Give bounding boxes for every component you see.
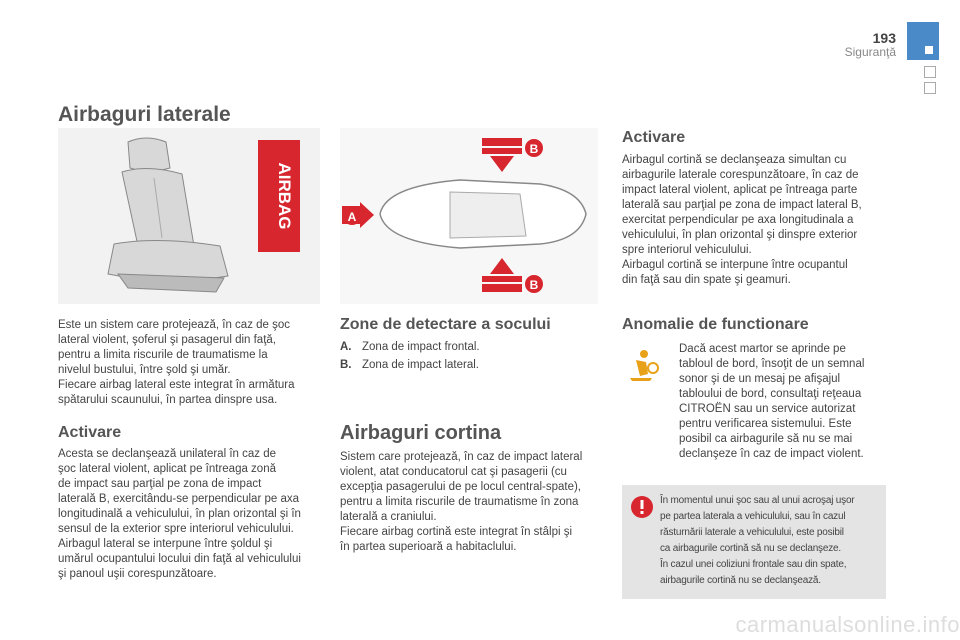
zone-item-b: [340, 356, 600, 374]
seat-illustration: [58, 128, 320, 304]
warning-line: În cazul unei coliziuni frontale sau din spate,: [660, 559, 847, 570]
airbag-warning-icon: [626, 348, 660, 382]
chapter-box-1: [924, 66, 936, 78]
zone-text: Zona de impact frontal.: [362, 341, 480, 353]
malfunction-line: declanşeze în caz de impact violent.: [679, 448, 864, 460]
airbag-label: AIRBAG: [275, 162, 294, 230]
malfunction-line: tabloului de bord, consultaţi reţeaua: [679, 388, 862, 400]
curtain-activation-line: exercitat perpendicular pe axa longitudinala a: [622, 214, 854, 226]
warning-text: [660, 493, 882, 589]
curtain-line: Sistem care protejează, în caz de impact lateral: [340, 451, 583, 463]
side-intro-line: nivelul bustului, între şold şi umăr.: [58, 364, 231, 376]
warning-box: [622, 485, 886, 599]
curtain-line: excepţia pasagerului de pe locul central-spate),: [340, 481, 582, 493]
warning-line: răsturnării laterale a vehiculului, este posibil: [660, 527, 844, 538]
zones-list: [340, 338, 600, 374]
curtain-line: pentru a limita riscurile de traumatisme în zona: [340, 496, 579, 508]
seat-drawing: [58, 128, 320, 304]
curtain-activation-line: laterală sau parţial pe zona de impact lateral B,: [622, 199, 862, 211]
side-activation-line: de impact sau parţial pe zona de impact: [58, 478, 262, 490]
malfunction-text: [679, 342, 889, 462]
warning-line: airbagurile cortină nu se declanşează.: [660, 575, 821, 586]
chapter-tab: [907, 22, 939, 60]
malfunction-line: Dacă acest martor se aprinde pe: [679, 343, 846, 355]
warning-line: ca airbagurile cortină să nu se declanşeze.: [660, 543, 841, 554]
curtain-activation-line: Airbagul cortină se declanşeaza simultan cu: [622, 154, 847, 166]
page-number: 193: [872, 30, 896, 46]
label-a: A: [347, 210, 357, 224]
curtain-activation-line: Airbagul cortină se interpune între ocupantul: [622, 259, 848, 271]
tab-marker: [925, 46, 933, 54]
label-b-top: B: [529, 142, 539, 156]
zone-text: Zona de impact lateral.: [362, 359, 479, 371]
side-activation-line: laterală B, exercitându-se perpendicular pe axa: [58, 493, 300, 505]
malfunction-heading: Anomalie de functionare: [622, 316, 809, 333]
side-activation-line: umărul ocupantului locului din faţă al vehiculului: [58, 553, 301, 565]
curtain-activation-line: din faţă sau din spate şi geamuri.: [622, 274, 791, 286]
curtain-text: [340, 450, 608, 555]
curtain-activation-heading: Activare: [622, 129, 686, 146]
zone-key: A.: [340, 341, 352, 353]
side-intro-line: Este un sistem care protejează, în caz de şoc: [58, 319, 291, 331]
chapter-box-2: [924, 82, 936, 94]
curtain-activation-line: impact lateral violent, aplicat pe întreaga parte: [622, 184, 858, 196]
side-intro-line: pentru a limita riscurile de traumatisme la: [58, 349, 268, 361]
side-activation-line: longitudinală a vehiculului, în plan orizontal şi în: [58, 508, 301, 520]
side-activation-line: Acesta se declanşează unilateral în caz de: [58, 448, 276, 460]
malfunction-line: posibil ca airbagurile să nu se mai: [679, 433, 853, 445]
side-intro-line: lateral violent, şoferul şi pasagerul din faţă,: [58, 334, 276, 346]
curtain-line: laterală a craniului.: [340, 511, 437, 523]
malfunction-line: tabloul de bord, însoţit de un semnal: [679, 358, 865, 370]
page-title: Airbaguri laterale: [58, 103, 231, 126]
curtain-line: în partea superioară a habitaclului.: [340, 541, 517, 553]
malfunction-line: CITROËN sau un service autorizat: [679, 403, 856, 415]
side-intro: [58, 318, 328, 408]
exclamation-icon: [630, 495, 654, 519]
warning-line: În momentul unui şoc sau al unui acroşaj uşor: [660, 495, 855, 506]
side-activation-line: şoc lateral violent, aplicat pe întreaga zonă: [58, 463, 276, 475]
car-illustration: [340, 128, 598, 304]
curtain-activation-line: airbagurile laterale corespunzătoare, în caz de: [622, 169, 859, 181]
zone-item-a: [340, 338, 600, 356]
side-activation-line: şi panoul uşii corespunzătoare.: [58, 568, 217, 580]
zones-heading: Zone de detectare a socului: [340, 316, 551, 333]
side-activation-text: [58, 447, 333, 582]
section-title: Siguranţă: [844, 45, 896, 59]
side-intro-line: spătarului scaunului, în partea dinspre usa.: [58, 394, 278, 406]
side-activation-line: Airbagul lateral se interpune între şoldul şi: [58, 538, 273, 550]
curtain-line: violent, atat conducatorul cat şi pasagerii (cu: [340, 466, 567, 478]
side-activation-heading: Activare: [58, 424, 122, 441]
curtain-line: Fiecare airbag cortină este integrat în stâlpi şi: [340, 526, 573, 538]
curtain-activation-line: vehiculului, în plan orizontal şi dinspre exterior: [622, 229, 858, 241]
malfunction-line: sonor şi de un mesaj pe afişajul: [679, 373, 841, 385]
curtain-title: Airbaguri cortina: [340, 422, 502, 444]
watermark: carmanualsonline.info: [735, 612, 960, 637]
malfunction-line: pentru verificarea sistemului. Este: [679, 418, 852, 430]
label-b-bottom: B: [529, 278, 539, 292]
curtain-activation-line: spre interiorul vehiculului.: [622, 244, 752, 256]
warning-line: pe partea laterala a vehiculului, sau în cazul: [660, 511, 846, 522]
side-activation-line: sensul de la exterior spre interiorul vehiculului.: [58, 523, 294, 535]
car-drawing: [340, 128, 598, 304]
zone-key: B.: [340, 359, 352, 371]
curtain-activation-text: [622, 153, 894, 288]
side-intro-line: Fiecare airbag lateral este integrat în armătura: [58, 379, 295, 391]
